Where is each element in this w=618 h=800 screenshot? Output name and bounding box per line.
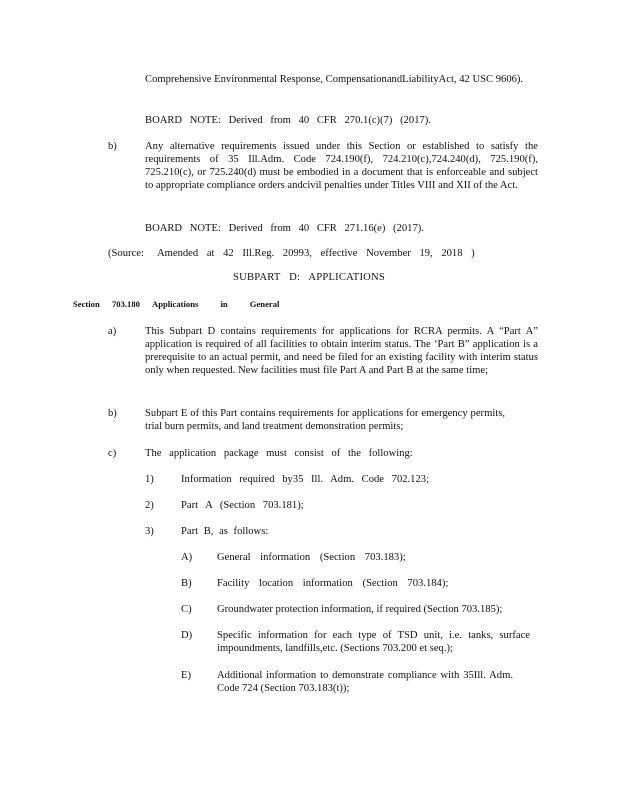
list-item: This Subpart D contains requirements for applications for RCRA permits. A “Part A” application is required of all facilities to obtain interim status. The ‘Part B” application is a prerequisite to an actual permit, and need be filed for an existing facility with interim status only when requested. New facilities must file Part A and Part B at the same time;	[145, 326, 538, 376]
section-number: 703.180	[112, 299, 140, 309]
list-item: Part B, as follows:	[181, 526, 269, 537]
list-item: Part A (Section 703.181);	[181, 500, 304, 511]
item-label: b)	[108, 141, 117, 152]
source-label: (Source:	[108, 248, 144, 259]
item-label: c)	[108, 448, 117, 459]
board-note: BOARD NOTE: Derived from 40 CFR 270.1(c)(7) (2017).	[145, 115, 431, 126]
list-item: Subpart E of this Part contains requirements for applications for emergency permits, trial burn permits, and land treatment demonstration permits;	[145, 408, 505, 432]
list-item: Specific information for each type of TSD unit, i.e. tanks, surface impoundments, landfills,etc. (Sections 703.200 et seq.);	[217, 630, 530, 654]
item-label: a)	[108, 326, 117, 337]
section-label: Section	[73, 299, 100, 309]
subitem-label: 3)	[145, 526, 154, 537]
list-item: Information required by35 Ill. Adm. Code 702.123;	[181, 474, 430, 485]
list-item: General information (Section 703.183);	[217, 552, 406, 563]
subsubitem-label: C)	[181, 604, 192, 615]
list-item: Groundwater protection information, if required (Section 703.185);	[217, 604, 503, 615]
subsubitem-label: D)	[181, 630, 193, 641]
subitem-label: 1)	[145, 474, 154, 485]
intro-paragraph: Comprehensive Environmental Response, CompensationandLiabilityAct, 42 USC 9606).	[145, 74, 524, 85]
source-note: Amended at 42 Ill.Reg. 20993, effective November 19, 2018 )	[157, 248, 475, 259]
item-label: b)	[108, 408, 117, 419]
subsubitem-label: A)	[181, 552, 193, 563]
subitem-label: 2)	[145, 500, 154, 511]
board-note: BOARD NOTE: Derived from 40 CFR 271.16(e) (2017).	[145, 223, 424, 234]
section-title: Applications in General	[152, 299, 280, 309]
list-item: The application package must consist of the following:	[145, 448, 413, 459]
subsubitem-label: B)	[181, 578, 192, 589]
subsubitem-label: E)	[181, 670, 191, 681]
subpart-heading: SUBPART D: APPLICATIONS	[233, 272, 385, 283]
list-item: Additional information to demonstrate compliance with 35Ill. Adm. Code 724 (Section 703.183(t));	[217, 670, 513, 694]
list-item: Facility location information (Section 703.184);	[217, 578, 449, 589]
alternative-requirements-paragraph: Any alternative requirements issued under this Section or established to satisfy the requirements of 35 Ill.Adm. Code 724.190(f), 724.210(c),724.240(d), 725.190(f), 725.210(c), or 725.240(d) must be embodied in a document that is enforceable and subject to appropriate compliance orders andcivil penalties under Titles VIII and XII of the Act.	[145, 141, 538, 191]
